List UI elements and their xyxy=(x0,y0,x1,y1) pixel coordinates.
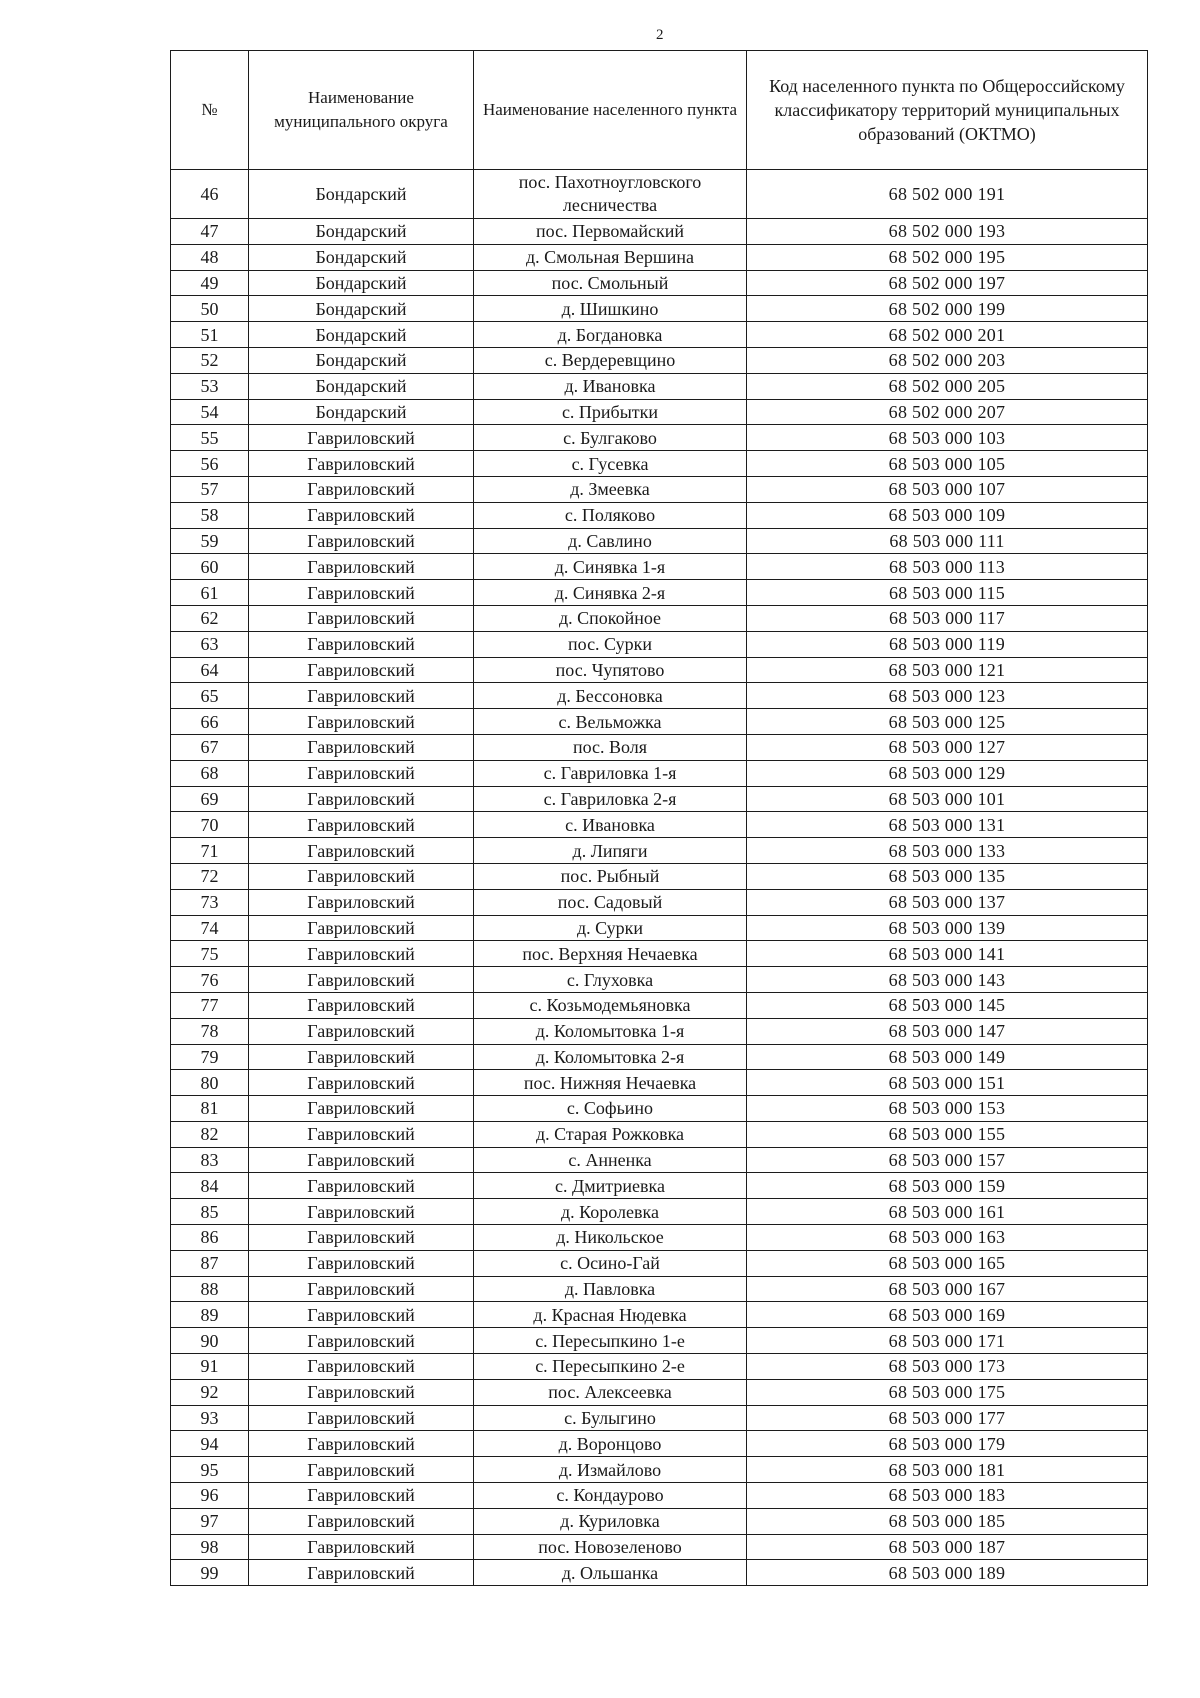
oktmo-code-cell: 68 503 000 113 xyxy=(747,554,1148,580)
row-number-cell: 77 xyxy=(171,992,249,1018)
settlement-cell: д. Воронцово xyxy=(474,1431,747,1457)
row-number-cell: 74 xyxy=(171,915,249,941)
row-number-cell: 47 xyxy=(171,219,249,245)
oktmo-code-cell: 68 503 000 185 xyxy=(747,1508,1148,1534)
oktmo-code-cell: 68 503 000 173 xyxy=(747,1354,1148,1380)
row-number-cell: 57 xyxy=(171,476,249,502)
row-number-cell: 58 xyxy=(171,502,249,528)
oktmo-code-cell: 68 503 000 103 xyxy=(747,425,1148,451)
oktmo-code-cell: 68 503 000 127 xyxy=(747,734,1148,760)
settlement-cell: с. Поляково xyxy=(474,502,747,528)
row-number-cell: 78 xyxy=(171,1018,249,1044)
row-number-cell: 68 xyxy=(171,760,249,786)
header-district: Наименование муниципального округа xyxy=(249,51,474,170)
row-number-cell: 73 xyxy=(171,889,249,915)
oktmo-code-cell: 68 503 000 141 xyxy=(747,941,1148,967)
district-cell: Гавриловский xyxy=(249,1431,474,1457)
oktmo-code-cell: 68 503 000 181 xyxy=(747,1457,1148,1483)
district-cell: Бондарский xyxy=(249,347,474,373)
table-row xyxy=(171,1147,1148,1173)
settlement-cell: пос. Новозеленово xyxy=(474,1534,747,1560)
table-row xyxy=(171,373,1148,399)
district-cell: Гавриловский xyxy=(249,502,474,528)
district-cell: Гавриловский xyxy=(249,631,474,657)
settlement-cell: д. Смольная Вершина xyxy=(474,244,747,270)
settlement-cell: д. Куриловка xyxy=(474,1508,747,1534)
settlement-cell: д. Спокойное xyxy=(474,605,747,631)
row-number-cell: 67 xyxy=(171,734,249,760)
table-row xyxy=(171,451,1148,477)
oktmo-code-cell: 68 503 000 143 xyxy=(747,967,1148,993)
table-row xyxy=(171,734,1148,760)
table-row xyxy=(171,915,1148,941)
row-number-cell: 76 xyxy=(171,967,249,993)
settlement-cell: пос. Смольный xyxy=(474,270,747,296)
row-number-cell: 92 xyxy=(171,1379,249,1405)
district-cell: Гавриловский xyxy=(249,1302,474,1328)
table-row xyxy=(171,1457,1148,1483)
table-row xyxy=(171,1173,1148,1199)
table-row xyxy=(171,1018,1148,1044)
oktmo-code-cell: 68 503 000 139 xyxy=(747,915,1148,941)
settlement-cell: пос. Сурки xyxy=(474,631,747,657)
oktmo-code-cell: 68 502 000 199 xyxy=(747,296,1148,322)
row-number-cell: 60 xyxy=(171,554,249,580)
row-number-cell: 75 xyxy=(171,941,249,967)
settlement-cell: с. Глуховка xyxy=(474,967,747,993)
oktmo-code-cell: 68 502 000 201 xyxy=(747,322,1148,348)
row-number-cell: 61 xyxy=(171,580,249,606)
table-row xyxy=(171,296,1148,322)
settlement-cell: с. Осино-Гай xyxy=(474,1250,747,1276)
row-number-cell: 50 xyxy=(171,296,249,322)
row-number-cell: 62 xyxy=(171,605,249,631)
district-cell: Гавриловский xyxy=(249,1018,474,1044)
row-number-cell: 59 xyxy=(171,528,249,554)
oktmo-code-cell: 68 503 000 137 xyxy=(747,889,1148,915)
district-cell: Бондарский xyxy=(249,219,474,245)
settlement-cell: с. Анненка xyxy=(474,1147,747,1173)
district-cell: Гавриловский xyxy=(249,1560,474,1586)
oktmo-code-cell: 68 503 000 121 xyxy=(747,657,1148,683)
table-row xyxy=(171,1354,1148,1380)
district-cell: Бондарский xyxy=(249,270,474,296)
oktmo-code-cell: 68 503 000 101 xyxy=(747,786,1148,812)
table-row xyxy=(171,1070,1148,1096)
settlement-cell: д. Никольское xyxy=(474,1225,747,1251)
settlement-cell: пос. Нижняя Нечаевка xyxy=(474,1070,747,1096)
oktmo-code-cell: 68 503 000 147 xyxy=(747,1018,1148,1044)
table-row xyxy=(171,1225,1148,1251)
row-number-cell: 79 xyxy=(171,1044,249,1070)
oktmo-code-cell: 68 503 000 115 xyxy=(747,580,1148,606)
district-cell: Гавриловский xyxy=(249,863,474,889)
header-number: № xyxy=(171,51,249,170)
settlement-cell: с. Гусевка xyxy=(474,451,747,477)
settlement-cell: с. Пересыпкино 2-е xyxy=(474,1354,747,1380)
oktmo-code-cell: 68 502 000 203 xyxy=(747,347,1148,373)
oktmo-code-cell: 68 502 000 191 xyxy=(747,170,1148,219)
settlement-cell: с. Гавриловка 2-я xyxy=(474,786,747,812)
settlement-cell: пос. Садовый xyxy=(474,889,747,915)
oktmo-code-cell: 68 503 000 161 xyxy=(747,1199,1148,1225)
table-body xyxy=(171,170,1148,1586)
row-number-cell: 82 xyxy=(171,1121,249,1147)
row-number-cell: 71 xyxy=(171,838,249,864)
oktmo-code-cell: 68 503 000 167 xyxy=(747,1276,1148,1302)
oktmo-code-cell: 68 503 000 105 xyxy=(747,451,1148,477)
district-cell: Гавриловский xyxy=(249,838,474,864)
district-cell: Гавриловский xyxy=(249,657,474,683)
table-row xyxy=(171,322,1148,348)
table-row xyxy=(171,528,1148,554)
table-row xyxy=(171,1534,1148,1560)
settlement-cell: с. Дмитриевка xyxy=(474,1173,747,1199)
settlement-cell: д. Старая Рожковка xyxy=(474,1121,747,1147)
settlement-cell: с. Пересыпкино 1-е xyxy=(474,1328,747,1354)
oktmo-code-cell: 68 503 000 125 xyxy=(747,709,1148,735)
table-row xyxy=(171,1560,1148,1586)
settlement-cell: д. Коломытовка 2-я xyxy=(474,1044,747,1070)
settlement-cell: с. Ивановка xyxy=(474,812,747,838)
oktmo-code-cell: 68 503 000 117 xyxy=(747,605,1148,631)
settlement-cell: д. Липяги xyxy=(474,838,747,864)
district-cell: Гавриловский xyxy=(249,992,474,1018)
table-row xyxy=(171,1096,1148,1122)
oktmo-code-cell: 68 503 000 149 xyxy=(747,1044,1148,1070)
table-row xyxy=(171,399,1148,425)
table-row xyxy=(171,1405,1148,1431)
settlement-cell: д. Коломытовка 1-я xyxy=(474,1018,747,1044)
row-number-cell: 56 xyxy=(171,451,249,477)
settlement-cell: д. Змеевка xyxy=(474,476,747,502)
settlement-cell: д. Ольшанка xyxy=(474,1560,747,1586)
district-cell: Гавриловский xyxy=(249,709,474,735)
oktmo-code-cell: 68 502 000 193 xyxy=(747,219,1148,245)
oktmo-code-cell: 68 503 000 175 xyxy=(747,1379,1148,1405)
settlement-cell: пос. Чупятово xyxy=(474,657,747,683)
district-cell: Гавриловский xyxy=(249,1121,474,1147)
oktmo-code-cell: 68 502 000 195 xyxy=(747,244,1148,270)
settlement-cell: д. Богдановка xyxy=(474,322,747,348)
settlement-cell: с. Вердеревщино xyxy=(474,347,747,373)
table-row xyxy=(171,889,1148,915)
header-oktmo-code: Код населенного пункта по Общероссийскому классификатору территорий муниципальных образований (ОКТМО) xyxy=(747,51,1148,170)
settlement-cell: пос. Пахотноугловского лесничества xyxy=(474,170,747,219)
district-cell: Гавриловский xyxy=(249,425,474,451)
settlement-cell: пос. Первомайский xyxy=(474,219,747,245)
district-cell: Гавриловский xyxy=(249,476,474,502)
settlement-cell: с. Булгаково xyxy=(474,425,747,451)
oktmo-code-cell: 68 503 000 111 xyxy=(747,528,1148,554)
row-number-cell: 90 xyxy=(171,1328,249,1354)
district-cell: Гавриловский xyxy=(249,1147,474,1173)
table-row xyxy=(171,554,1148,580)
table-row xyxy=(171,631,1148,657)
district-cell: Гавриловский xyxy=(249,1405,474,1431)
table-row xyxy=(171,709,1148,735)
oktmo-code-cell: 68 503 000 183 xyxy=(747,1483,1148,1509)
district-cell: Бондарский xyxy=(249,399,474,425)
oktmo-code-cell: 68 503 000 177 xyxy=(747,1405,1148,1431)
row-number-cell: 84 xyxy=(171,1173,249,1199)
district-cell: Гавриловский xyxy=(249,1276,474,1302)
settlement-cell: д. Савлино xyxy=(474,528,747,554)
oktmo-code-cell: 68 502 000 205 xyxy=(747,373,1148,399)
settlement-cell: д. Измайлово xyxy=(474,1457,747,1483)
table-row xyxy=(171,244,1148,270)
district-cell: Гавриловский xyxy=(249,734,474,760)
oktmo-code-cell: 68 503 000 155 xyxy=(747,1121,1148,1147)
settlement-cell: с. Вельможка xyxy=(474,709,747,735)
district-cell: Гавриловский xyxy=(249,1199,474,1225)
row-number-cell: 55 xyxy=(171,425,249,451)
district-cell: Бондарский xyxy=(249,170,474,219)
table-row xyxy=(171,812,1148,838)
row-number-cell: 52 xyxy=(171,347,249,373)
row-number-cell: 65 xyxy=(171,683,249,709)
district-cell: Гавриловский xyxy=(249,786,474,812)
row-number-cell: 48 xyxy=(171,244,249,270)
district-cell: Гавриловский xyxy=(249,889,474,915)
header-row xyxy=(171,51,1148,170)
settlement-cell: пос. Рыбный xyxy=(474,863,747,889)
table-row xyxy=(171,1044,1148,1070)
settlement-cell: д. Синявка 2-я xyxy=(474,580,747,606)
district-cell: Гавриловский xyxy=(249,941,474,967)
table-row xyxy=(171,683,1148,709)
district-cell: Гавриловский xyxy=(249,1173,474,1199)
district-cell: Гавриловский xyxy=(249,451,474,477)
oktmo-code-cell: 68 503 000 189 xyxy=(747,1560,1148,1586)
table-header xyxy=(171,51,1148,170)
district-cell: Гавриловский xyxy=(249,1328,474,1354)
settlement-cell: с. Кондаурово xyxy=(474,1483,747,1509)
settlement-cell: д. Королевка xyxy=(474,1199,747,1225)
district-cell: Гавриловский xyxy=(249,1250,474,1276)
settlement-cell: пос. Верхняя Нечаевка xyxy=(474,941,747,967)
table-row xyxy=(171,838,1148,864)
row-number-cell: 81 xyxy=(171,1096,249,1122)
district-cell: Гавриловский xyxy=(249,1070,474,1096)
table-row xyxy=(171,941,1148,967)
district-cell: Гавриловский xyxy=(249,580,474,606)
district-cell: Бондарский xyxy=(249,322,474,348)
row-number-cell: 80 xyxy=(171,1070,249,1096)
row-number-cell: 85 xyxy=(171,1199,249,1225)
table-row xyxy=(171,502,1148,528)
settlement-cell: пос. Воля xyxy=(474,734,747,760)
header-settlement: Наименование населенного пункта xyxy=(474,51,747,170)
district-cell: Гавриловский xyxy=(249,1534,474,1560)
row-number-cell: 89 xyxy=(171,1302,249,1328)
table-row xyxy=(171,1250,1148,1276)
oktmo-code-cell: 68 503 000 187 xyxy=(747,1534,1148,1560)
table-row xyxy=(171,863,1148,889)
table-row xyxy=(171,1508,1148,1534)
row-number-cell: 91 xyxy=(171,1354,249,1380)
oktmo-code-cell: 68 503 000 133 xyxy=(747,838,1148,864)
settlement-cell: с. Прибытки xyxy=(474,399,747,425)
district-cell: Гавриловский xyxy=(249,760,474,786)
row-number-cell: 66 xyxy=(171,709,249,735)
table-row xyxy=(171,270,1148,296)
oktmo-code-cell: 68 503 000 119 xyxy=(747,631,1148,657)
settlement-cell: с. Гавриловка 1-я xyxy=(474,760,747,786)
oktmo-code-cell: 68 503 000 145 xyxy=(747,992,1148,1018)
table-row xyxy=(171,1276,1148,1302)
oktmo-code-cell: 68 503 000 153 xyxy=(747,1096,1148,1122)
row-number-cell: 99 xyxy=(171,1560,249,1586)
table-row xyxy=(171,605,1148,631)
table-row xyxy=(171,967,1148,993)
row-number-cell: 53 xyxy=(171,373,249,399)
district-cell: Гавриловский xyxy=(249,1508,474,1534)
district-cell: Гавриловский xyxy=(249,1354,474,1380)
row-number-cell: 51 xyxy=(171,322,249,348)
oktmo-code-cell: 68 503 000 107 xyxy=(747,476,1148,502)
row-number-cell: 93 xyxy=(171,1405,249,1431)
district-cell: Гавриловский xyxy=(249,1225,474,1251)
oktmo-code-cell: 68 503 000 163 xyxy=(747,1225,1148,1251)
row-number-cell: 49 xyxy=(171,270,249,296)
table-row xyxy=(171,1483,1148,1509)
row-number-cell: 64 xyxy=(171,657,249,683)
oktmo-code-cell: 68 503 000 123 xyxy=(747,683,1148,709)
district-cell: Гавриловский xyxy=(249,1457,474,1483)
district-cell: Гавриловский xyxy=(249,812,474,838)
oktmo-code-cell: 68 503 000 157 xyxy=(747,1147,1148,1173)
settlement-cell: д. Синявка 1-я xyxy=(474,554,747,580)
oktmo-code-cell: 68 503 000 151 xyxy=(747,1070,1148,1096)
settlement-cell: д. Красная Нюдевка xyxy=(474,1302,747,1328)
oktmo-code-cell: 68 503 000 129 xyxy=(747,760,1148,786)
page-number: 2 xyxy=(656,27,664,43)
row-number-cell: 94 xyxy=(171,1431,249,1457)
row-number-cell: 86 xyxy=(171,1225,249,1251)
settlement-cell: д. Ивановка xyxy=(474,373,747,399)
row-number-cell: 97 xyxy=(171,1508,249,1534)
table-row xyxy=(171,760,1148,786)
row-number-cell: 87 xyxy=(171,1250,249,1276)
table-row xyxy=(171,476,1148,502)
district-cell: Бондарский xyxy=(249,296,474,322)
table-row xyxy=(171,219,1148,245)
settlement-cell: с. Булыгино xyxy=(474,1405,747,1431)
district-cell: Гавриловский xyxy=(249,915,474,941)
oktmo-code-cell: 68 503 000 159 xyxy=(747,1173,1148,1199)
row-number-cell: 70 xyxy=(171,812,249,838)
oktmo-code-cell: 68 503 000 169 xyxy=(747,1302,1148,1328)
table-row xyxy=(171,170,1148,219)
oktmo-table xyxy=(170,50,1148,1586)
oktmo-code-cell: 68 503 000 131 xyxy=(747,812,1148,838)
oktmo-code-cell: 68 503 000 109 xyxy=(747,502,1148,528)
table-row xyxy=(171,1199,1148,1225)
district-cell: Гавриловский xyxy=(249,1483,474,1509)
settlement-cell: с. Козьмодемьяновка xyxy=(474,992,747,1018)
district-cell: Гавриловский xyxy=(249,1096,474,1122)
table-row xyxy=(171,1302,1148,1328)
row-number-cell: 72 xyxy=(171,863,249,889)
row-number-cell: 96 xyxy=(171,1483,249,1509)
table-row xyxy=(171,425,1148,451)
table-row xyxy=(171,1431,1148,1457)
district-cell: Бондарский xyxy=(249,373,474,399)
district-cell: Бондарский xyxy=(249,244,474,270)
settlement-cell: д. Сурки xyxy=(474,915,747,941)
row-number-cell: 63 xyxy=(171,631,249,657)
oktmo-code-cell: 68 503 000 179 xyxy=(747,1431,1148,1457)
table-row xyxy=(171,1328,1148,1354)
settlement-cell: пос. Алексеевка xyxy=(474,1379,747,1405)
district-cell: Гавриловский xyxy=(249,1044,474,1070)
oktmo-code-cell: 68 502 000 207 xyxy=(747,399,1148,425)
settlement-cell: с. Софьино xyxy=(474,1096,747,1122)
district-cell: Гавриловский xyxy=(249,967,474,993)
oktmo-code-cell: 68 503 000 135 xyxy=(747,863,1148,889)
settlement-cell: д. Павловка xyxy=(474,1276,747,1302)
oktmo-code-cell: 68 503 000 165 xyxy=(747,1250,1148,1276)
row-number-cell: 95 xyxy=(171,1457,249,1483)
district-cell: Гавриловский xyxy=(249,683,474,709)
settlement-cell: д. Шишкино xyxy=(474,296,747,322)
district-cell: Гавриловский xyxy=(249,1379,474,1405)
oktmo-code-cell: 68 502 000 197 xyxy=(747,270,1148,296)
settlement-cell: д. Бессоновка xyxy=(474,683,747,709)
district-cell: Гавриловский xyxy=(249,554,474,580)
table-row xyxy=(171,657,1148,683)
row-number-cell: 83 xyxy=(171,1147,249,1173)
row-number-cell: 46 xyxy=(171,170,249,219)
table-row xyxy=(171,1379,1148,1405)
row-number-cell: 98 xyxy=(171,1534,249,1560)
row-number-cell: 54 xyxy=(171,399,249,425)
district-cell: Гавриловский xyxy=(249,605,474,631)
district-cell: Гавриловский xyxy=(249,528,474,554)
row-number-cell: 69 xyxy=(171,786,249,812)
oktmo-table-container xyxy=(170,50,1147,1586)
row-number-cell: 88 xyxy=(171,1276,249,1302)
table-row xyxy=(171,580,1148,606)
table-row xyxy=(171,992,1148,1018)
table-row xyxy=(171,347,1148,373)
oktmo-code-cell: 68 503 000 171 xyxy=(747,1328,1148,1354)
table-row xyxy=(171,1121,1148,1147)
table-row xyxy=(171,786,1148,812)
